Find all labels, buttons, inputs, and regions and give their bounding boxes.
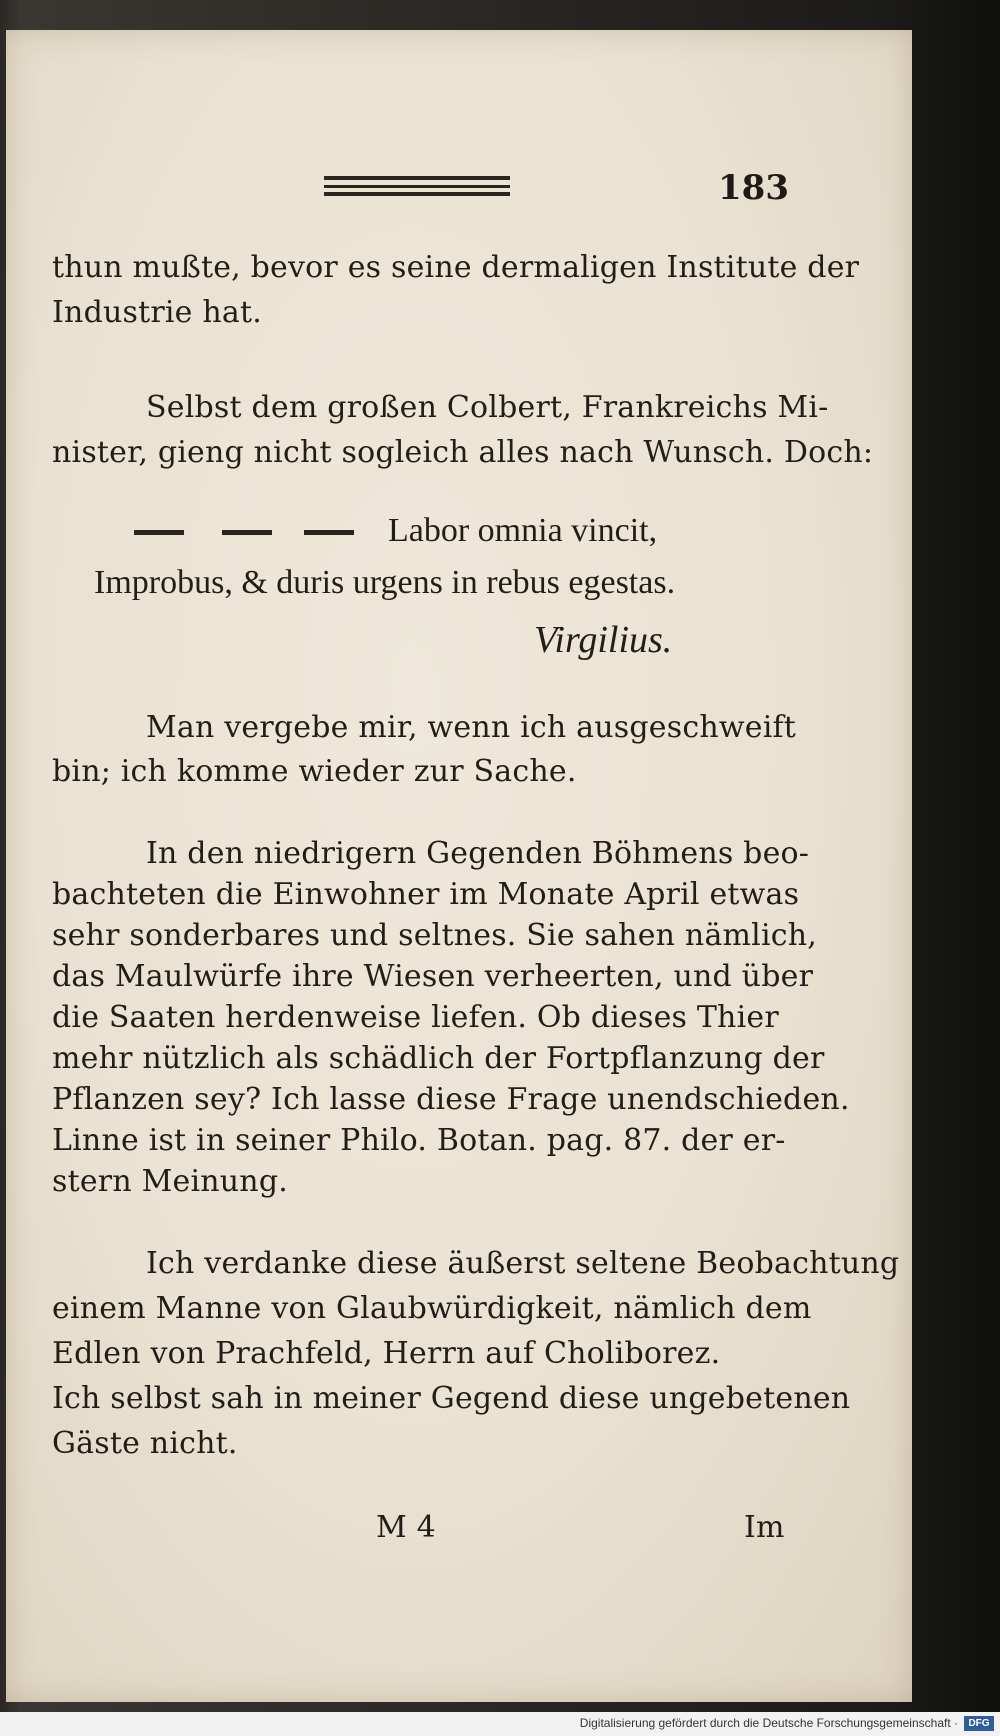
page-number: 183 bbox=[718, 168, 789, 208]
text-line: Gäste nicht. bbox=[52, 1426, 238, 1461]
text-line: das Maulwürfe ihre Wiesen verheerten, und über bbox=[52, 959, 814, 994]
text-line: stern Meinung. bbox=[52, 1164, 288, 1199]
quote-author: Virgilius. bbox=[534, 619, 673, 661]
text-line: sehr sonderbares und seltnes. Sie sahen nämlich, bbox=[52, 918, 818, 953]
text-line: Pflanzen sey? Ich lasse diese Frage unendschieden. bbox=[52, 1082, 850, 1117]
text-line: Linne ist in seiner Philo. Botan. pag. 87. der er- bbox=[52, 1123, 786, 1158]
footer-credit: Digitalisierung gefördert durch die Deutsche Forschungsgemeinschaft · bbox=[579, 1716, 958, 1730]
quote-line: Improbus, & duris urgens in rebus egestas. bbox=[94, 564, 676, 601]
signature-mark: M 4 bbox=[376, 1510, 436, 1545]
text-line: In den niedrigern Gegenden Böhmens beo- bbox=[146, 836, 810, 871]
text-line: bachteten die Einwohner im Monate April etwas bbox=[52, 877, 800, 912]
text-line: die Saaten herdenweise liefen. Ob dieses Thier bbox=[52, 1000, 779, 1035]
text-line: Man vergebe mir, wenn ich ausgeschweift bbox=[146, 710, 797, 745]
header-ornament-rule bbox=[324, 176, 510, 196]
text-line: bin; ich komme wieder zur Sache. bbox=[52, 754, 577, 789]
text-line: Industrie hat. bbox=[52, 295, 262, 330]
catchword: Im bbox=[744, 1510, 785, 1545]
text-line: thun mußte, bevor es seine dermaligen Institute der bbox=[52, 250, 860, 285]
text-line: Ich selbst sah in meiner Gegend diese ungebetenen bbox=[52, 1381, 851, 1416]
quote-line: Labor omnia vincit, bbox=[388, 512, 658, 549]
book-page bbox=[6, 30, 912, 1702]
dfg-logo: DFG bbox=[964, 1716, 994, 1731]
footer-bar bbox=[0, 1712, 1000, 1736]
text-line: nister, gieng nicht sogleich alles nach Wunsch. Doch: bbox=[52, 435, 874, 470]
text-line: einem Manne von Glaubwürdigkeit, nämlich dem bbox=[52, 1291, 812, 1326]
quote-dashes bbox=[134, 530, 354, 538]
text-line: Edlen von Prachfeld, Herrn auf Choliborez. bbox=[52, 1336, 721, 1371]
text-line: Selbst dem großen Colbert, Frankreichs Mi- bbox=[146, 390, 829, 425]
text-line: Ich verdanke diese äußerst seltene Beobachtung bbox=[146, 1246, 900, 1281]
text-line: mehr nützlich als schädlich der Fortpflanzung der bbox=[52, 1041, 825, 1076]
